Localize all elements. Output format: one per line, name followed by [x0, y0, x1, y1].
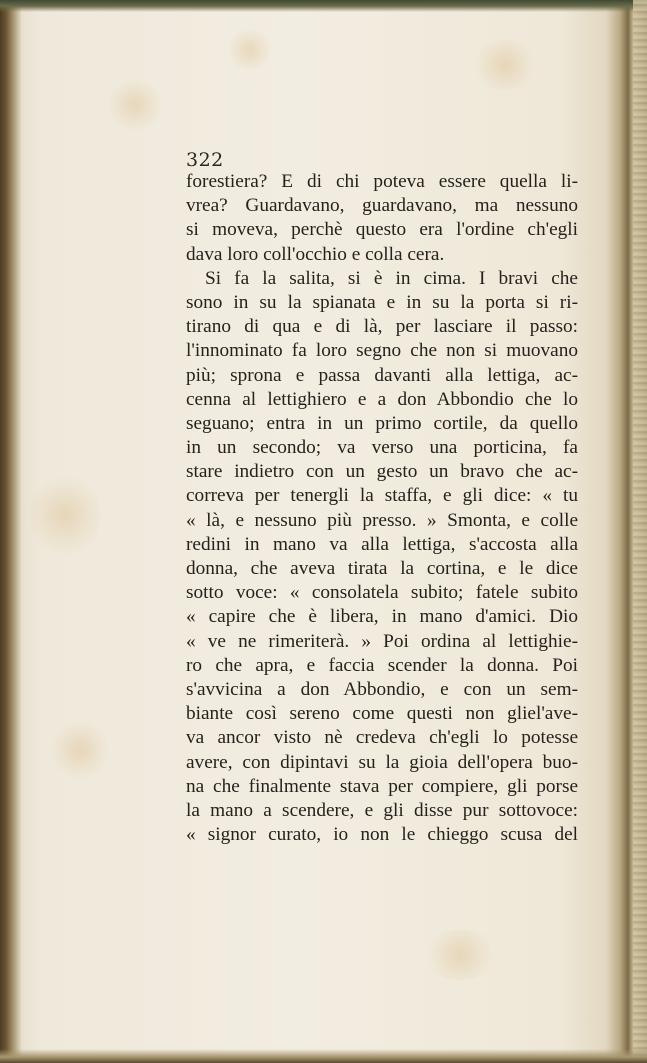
text-line: seguano; entra in un primo cortile, da quello — [186, 412, 578, 434]
text-line: cenna al lettighiero e a don Abbondio che lo — [186, 388, 578, 410]
text-line: « capire che è libera, in mano d'amici. Dio — [186, 606, 578, 628]
text-line: va ancor visto nè credeva ch'egli lo potesse — [186, 727, 578, 749]
foxing-stain — [225, 30, 275, 70]
foxing-stain — [50, 720, 110, 780]
foxing-stain — [470, 40, 540, 90]
foxing-stain — [30, 470, 100, 560]
text-line: biante così sereno come questi non gliel'ave- — [186, 703, 578, 725]
text-line: tirano di qua e di là, per lasciare il passo: — [186, 316, 578, 338]
bottom-edge-shadow — [0, 1049, 647, 1063]
text-line: s'avvicina a don Abbondio, e con un sem- — [186, 678, 578, 700]
text-line: sono in su la spianata e in su la porta si ri- — [186, 291, 578, 313]
text-line: si moveva, perchè questo era l'ordine ch'egli — [186, 219, 578, 241]
text-line: l'innominato fa loro segno che non si muovano — [186, 340, 578, 362]
body-text — [186, 170, 578, 847]
text-line: dava loro coll'occhio e colla cera. — [186, 243, 445, 265]
text-line: « ve ne rimeriterà. » Poi ordina al lettighie- — [186, 630, 578, 652]
text-line: sotto voce: « consolatela subito; fatele subito — [186, 582, 578, 604]
text-line: la mano a scendere, e gli disse pur sottovoce: — [186, 799, 578, 821]
text-line: donna, che aveva tirata la cortina, e le dice — [186, 558, 578, 579]
foxing-stain — [420, 930, 500, 980]
page-number: 322 — [186, 149, 224, 171]
foxing-stain — [105, 80, 165, 130]
text-line: vrea? Guardavano, guardavano, ma nessuno — [186, 195, 578, 217]
text-line: ro che apra, e faccia scender la donna. Poi — [186, 654, 578, 676]
text-line: in un secondo; va verso una porticina, fa — [186, 437, 578, 459]
text-line: più; sprona e passa davanti alla lettiga, ac- — [186, 364, 578, 386]
page-fore-edge — [633, 0, 647, 1063]
paragraph-start-line: Si fa la salita, si è in cima. I bravi che — [205, 267, 578, 289]
text-line: avere, con dipintavi su la gioia dell'opera buo- — [186, 751, 578, 773]
text-line: « signor curato, io non le chieggo scusa del — [186, 824, 578, 846]
text-line: correva per tenergli la staffa, e gli dice: « tu — [186, 485, 578, 507]
text-line: « là, e nessuno più presso. » Smonta, e colle — [186, 509, 578, 531]
text-line: na che finalmente stava per compiere, gli porse — [186, 775, 578, 797]
text-line: redini in mano va alla lettiga, s'accosta alla — [186, 533, 578, 555]
top-edge-shadow — [0, 0, 647, 12]
text-line: stare indietro con un gesto un bravo che ac- — [186, 461, 578, 483]
text-line: forestiera? E di chi poteva essere quella li- — [186, 171, 578, 192]
